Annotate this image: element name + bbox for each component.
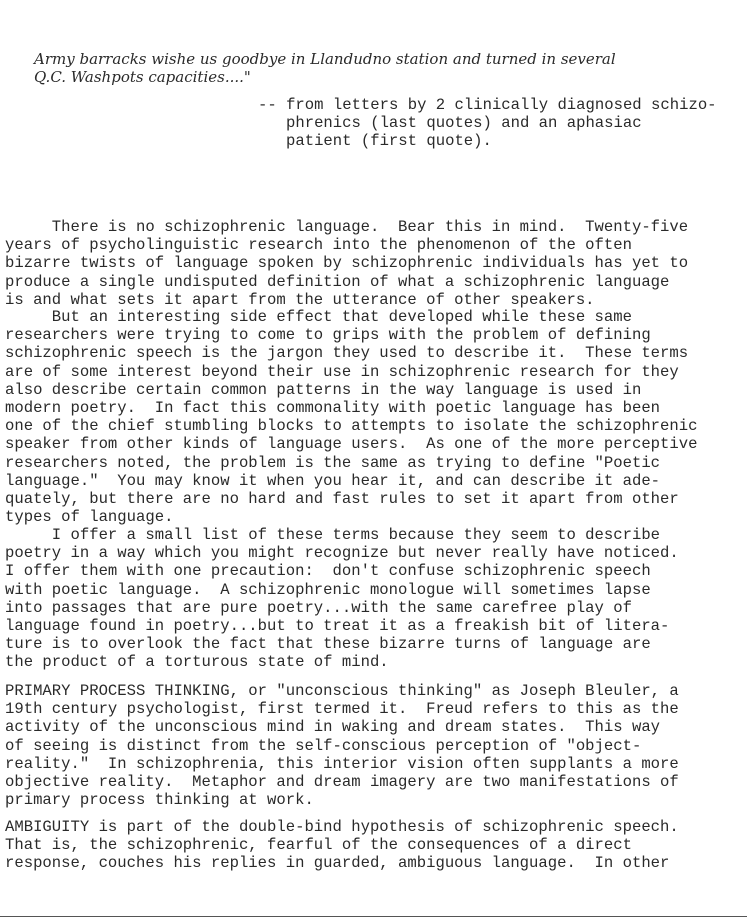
text-line: Q.C. Washpots capacities...." [34,68,251,86]
text-line: patient (first quote). [286,132,492,150]
text-line: ture is to overlook the fact that these bizarre turns of language are [5,635,651,654]
text-line: activity of the unconscious mind in waking and dream states. This way [5,718,661,737]
text-line: with poetic language. A schizophrenic monologue will sometimes lapse [5,580,651,599]
text-line: poetry in a way which you might recognize but never really have noticed. [5,544,679,563]
text-line: into passages that are pure poetry...with the same carefree play of [5,598,632,617]
text-line: PRIMARY PROCESS THINKING, or "unconscious thinking" as Joseph Bleuler, a [5,682,679,700]
text-line: language." You may know it when you hear it, and can describe it ade- [5,471,661,490]
text-line: reality." In schizophrenia, this interior vision often supplants a more [5,754,679,773]
text-line: types of language. [5,508,174,527]
text-line: are of some interest beyond their use in schizophrenic research for they [5,362,679,381]
text-line: bizarre twists of language spoken by schizophrenic individuals has yet to [5,254,689,273]
text-line: objective reality. Metaphor and dream imagery are two manifestations of [5,773,679,791]
text-line: the product of a torturous state of mind. [5,653,389,672]
bottom-rule [0,916,747,917]
text-line: researchers noted, the problem is the same as trying to define "Poetic [5,453,661,472]
text-line: modern poetry. In fact this commonality with poetic language has been [5,399,661,417]
text-line: produce a single undisputed definition of what a schizophrenic language [5,272,670,291]
text-line: That is, the schizophrenic, fearful of the consequences of a direct [5,836,632,855]
text-line: researchers were trying to come to grips with the problem of defining [5,326,651,345]
text-line: also describe certain common patterns in the way language is used in [5,380,642,399]
text-line: AMBIGUITY is part of the double-bind hypothesis of schizophrenic speech. [5,818,679,836]
text-line: 19th century psychologist, first termed it. Freud refers to this as the [5,700,679,719]
text-line: one of the chief stumbling blocks to attempts to isolate the schizophrenic [5,417,698,436]
text-line: phrenics (last quotes) and an aphasiac [286,114,642,132]
text-line: But an interesting side effect that developed while these same [5,308,632,326]
text-line: There is no schizophrenic language. Bear this in mind. Twenty-five [5,218,689,236]
text-line: primary process thinking at work. [5,791,314,810]
text-line: Army barracks wishe us goodbye in Llandudno station and turned in several [34,50,616,68]
text-line: schizophrenic speech is the jargon they used to describe it. These terms [5,344,689,363]
text-line: quately, but there are no hard and fast rules to set it apart from other [5,490,679,508]
text-line: response, couches his replies in guarded, ambiguous language. In other [5,854,670,873]
text-line: years of psycholinguistic research into the phenomenon of the often [5,236,632,255]
text-line: is and what sets it apart from the utterance of other speakers. [5,290,595,309]
text-line: speaker from other kinds of language users. As one of the more perceptive [5,435,698,454]
text-line: I offer a small list of these terms because they seem to describe [5,526,661,544]
text-line: language found in poetry...but to treat it as a freakish bit of litera- [5,617,670,635]
text-line: of seeing is distinct from the self-conscious perception of "object- [5,736,642,755]
text-line: -- from letters by 2 clinically diagnosed schizo- [258,96,717,114]
text-line: I offer them with one precaution: don't confuse schizophrenic speech [5,562,651,581]
